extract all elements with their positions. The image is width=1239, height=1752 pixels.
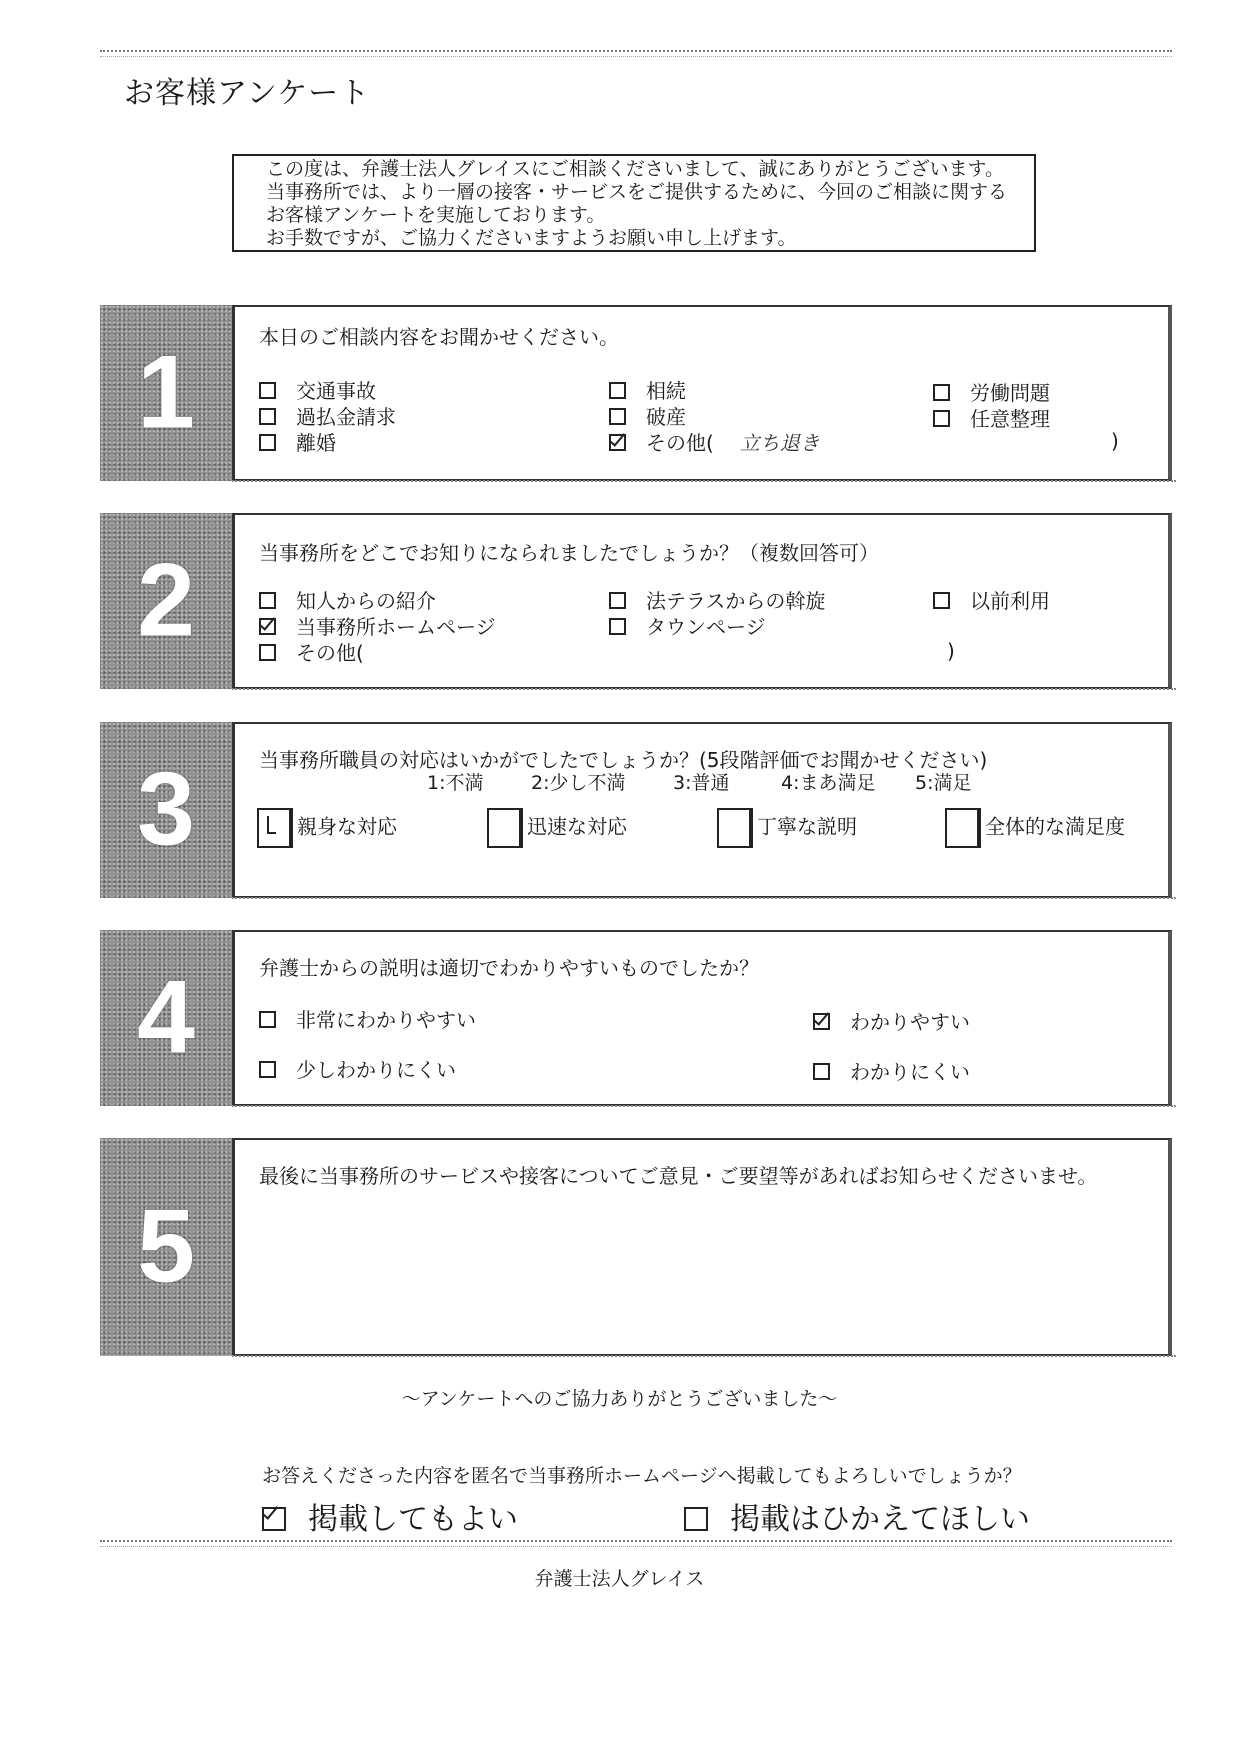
top-rule: [100, 50, 1172, 57]
rating-label: 全体的な満足度: [985, 814, 1125, 839]
publish-option-yes[interactable]: [262, 1494, 518, 1538]
rating-prompt[interactable]: [487, 808, 627, 848]
section-box: [232, 722, 1172, 898]
question-text: 最後に当事務所のサービスや接客についてご意見・ご要望等があればお知らせくださいませ。: [259, 1164, 1098, 1188]
page-title: お客様アンケート: [124, 76, 371, 111]
section-3: [100, 722, 1172, 898]
intro-line: お客様アンケートを実施しております。: [266, 204, 606, 226]
question-text: 弁護士からの説明は適切でわかりやすいものでしたか？: [259, 956, 759, 980]
option-clear[interactable]: [813, 1006, 970, 1035]
scale-4: 4:まあ満足: [781, 772, 876, 794]
section-number-panel: [100, 1138, 232, 1356]
section-number: 5: [137, 1188, 195, 1305]
option-label: その他(: [646, 431, 714, 455]
scale-2: 2:少し不満: [531, 772, 626, 794]
question-text: 当事務所職員の対応はいかがでしたでしょうか？(5段階評価でお聞かせください): [259, 748, 988, 772]
rating-box[interactable]: [945, 808, 981, 848]
option-label: 掲載してもよい: [308, 1502, 518, 1537]
publish-question: お答えくださった内容を匿名で当事務所ホームページへ掲載してもよろしいでしょうか？: [262, 1465, 1022, 1487]
option-unclear[interactable]: [813, 1056, 970, 1085]
checkbox-checked[interactable]: [813, 1013, 830, 1030]
scale-5: 5:満足: [915, 772, 972, 794]
publish-option-no[interactable]: [684, 1494, 1030, 1538]
checkbox[interactable]: [609, 592, 626, 609]
rating-label: 丁寧な説明: [757, 814, 857, 839]
section-number: 2: [137, 542, 195, 659]
option-label: わかりやすい: [850, 1010, 970, 1034]
checkbox[interactable]: [609, 382, 626, 399]
rating-box[interactable]: [717, 808, 753, 848]
option-townpage[interactable]: [609, 611, 766, 640]
option-other[interactable]: [609, 427, 820, 456]
rating-explanation[interactable]: [717, 808, 857, 848]
checkbox-checked[interactable]: [609, 434, 626, 451]
option-label: 法テラスからの斡旋: [646, 589, 826, 613]
box-shadow: [232, 688, 1176, 694]
checkbox-checked[interactable]: [262, 1507, 286, 1531]
checkbox[interactable]: [609, 408, 626, 425]
close-paren: ): [947, 639, 955, 663]
section-box: [232, 930, 1172, 1106]
option-inheritance[interactable]: [609, 375, 686, 404]
rating-sympathetic[interactable]: [257, 808, 397, 848]
footer-firm-name: 弁護士法人グレイス: [534, 1568, 705, 1590]
option-label: 掲載はひかえてほしい: [730, 1502, 1030, 1537]
section-box: [232, 513, 1172, 689]
option-label: その他(: [296, 641, 364, 665]
rating-overall[interactable]: [945, 808, 1125, 848]
section-number-panel: [100, 513, 232, 689]
option-very-clear[interactable]: [259, 1004, 476, 1033]
option-previous-use[interactable]: [933, 585, 1050, 614]
checkbox[interactable]: [259, 644, 276, 661]
option-label: 交通事故: [296, 379, 376, 403]
rating-label: 親身な対応: [297, 814, 397, 839]
box-shadow: [232, 1105, 1176, 1111]
option-label: 以前利用: [970, 589, 1050, 613]
intro-line: お手数ですが、ご協力くださいますようお願い申し上げます。: [266, 227, 797, 249]
option-labor[interactable]: [933, 377, 1050, 406]
option-label: 少しわかりにくい: [296, 1058, 456, 1082]
option-label: 労働問題: [970, 381, 1050, 405]
checkbox[interactable]: [259, 434, 276, 451]
section-number-panel: [100, 722, 232, 898]
checkbox[interactable]: [259, 1011, 276, 1028]
section-number-panel: [100, 305, 232, 481]
box-shadow: [232, 897, 1176, 903]
checkbox-checked[interactable]: [259, 618, 276, 635]
option-traffic-accident[interactable]: [259, 375, 376, 404]
section-5: [100, 1138, 1172, 1356]
section-box: [232, 305, 1172, 481]
checkbox[interactable]: [609, 618, 626, 635]
checkbox[interactable]: [259, 592, 276, 609]
section-number-panel: [100, 930, 232, 1106]
option-label: 非常にわかりやすい: [296, 1008, 476, 1032]
question-text: 当事務所をどこでお知りになられましたでしょうか？（複数回答可）: [259, 541, 879, 565]
box-shadow: [232, 1355, 1176, 1361]
question-text: 本日のご相談内容をお聞かせください。: [259, 325, 619, 349]
handwritten-other: 立ち退き: [739, 431, 820, 455]
section-4: [100, 930, 1172, 1106]
section-number: 3: [137, 751, 195, 868]
rating-box[interactable]: [487, 808, 523, 848]
checkbox[interactable]: [933, 410, 950, 427]
rating-label: 迅速な対応: [527, 814, 627, 839]
option-homepage[interactable]: [259, 611, 496, 640]
option-label: 破産: [646, 405, 686, 429]
bottom-rule: [100, 1540, 1172, 1547]
intro-line: 当事務所では、より一層の接客・サービスをご提供するために、今回のご相談に関する: [266, 181, 1008, 203]
scale-3: 3:普通: [673, 772, 730, 794]
rating-box-checked[interactable]: [257, 808, 293, 848]
option-label: 当事務所ホームページ: [296, 615, 496, 639]
checkbox[interactable]: [684, 1507, 708, 1531]
option-bankruptcy[interactable]: [609, 401, 686, 430]
checkbox[interactable]: [813, 1063, 830, 1080]
section-1: [100, 305, 1172, 481]
option-label: わかりにくい: [850, 1060, 970, 1084]
option-label: 知人からの紹介: [296, 589, 436, 613]
thanks-text: ～アンケートへのご協力ありがとうございました～: [401, 1388, 838, 1410]
comments-box[interactable]: [232, 1138, 1172, 1356]
option-houterasu[interactable]: [609, 585, 825, 614]
intro-box: [232, 154, 1036, 252]
section-2: [100, 513, 1172, 689]
option-divorce[interactable]: [259, 427, 336, 456]
option-label: 過払金請求: [296, 405, 396, 429]
checkbox[interactable]: [933, 384, 950, 401]
section-number: 1: [137, 334, 195, 451]
close-paren: ): [1111, 429, 1119, 453]
scale-1: 1:不満: [427, 772, 484, 794]
checkbox[interactable]: [259, 1061, 276, 1078]
option-referral[interactable]: [259, 585, 436, 614]
option-label: 離婚: [296, 431, 336, 455]
option-slightly-unclear[interactable]: [259, 1054, 456, 1083]
option-overpayment[interactable]: [259, 401, 396, 430]
option-label: 相続: [646, 379, 686, 403]
option-label: 任意整理: [970, 407, 1050, 431]
checkbox[interactable]: [933, 592, 950, 609]
checkbox[interactable]: [259, 382, 276, 399]
option-voluntary-arrangement[interactable]: [933, 403, 1050, 432]
checkbox[interactable]: [259, 408, 276, 425]
option-label: タウンページ: [646, 615, 766, 639]
box-shadow: [232, 480, 1176, 486]
intro-line: この度は、弁護士法人グレイスにご相談くださいまして、誠にありがとうございます。: [266, 158, 1004, 180]
option-other[interactable]: [259, 637, 364, 666]
section-number: 4: [137, 959, 195, 1076]
